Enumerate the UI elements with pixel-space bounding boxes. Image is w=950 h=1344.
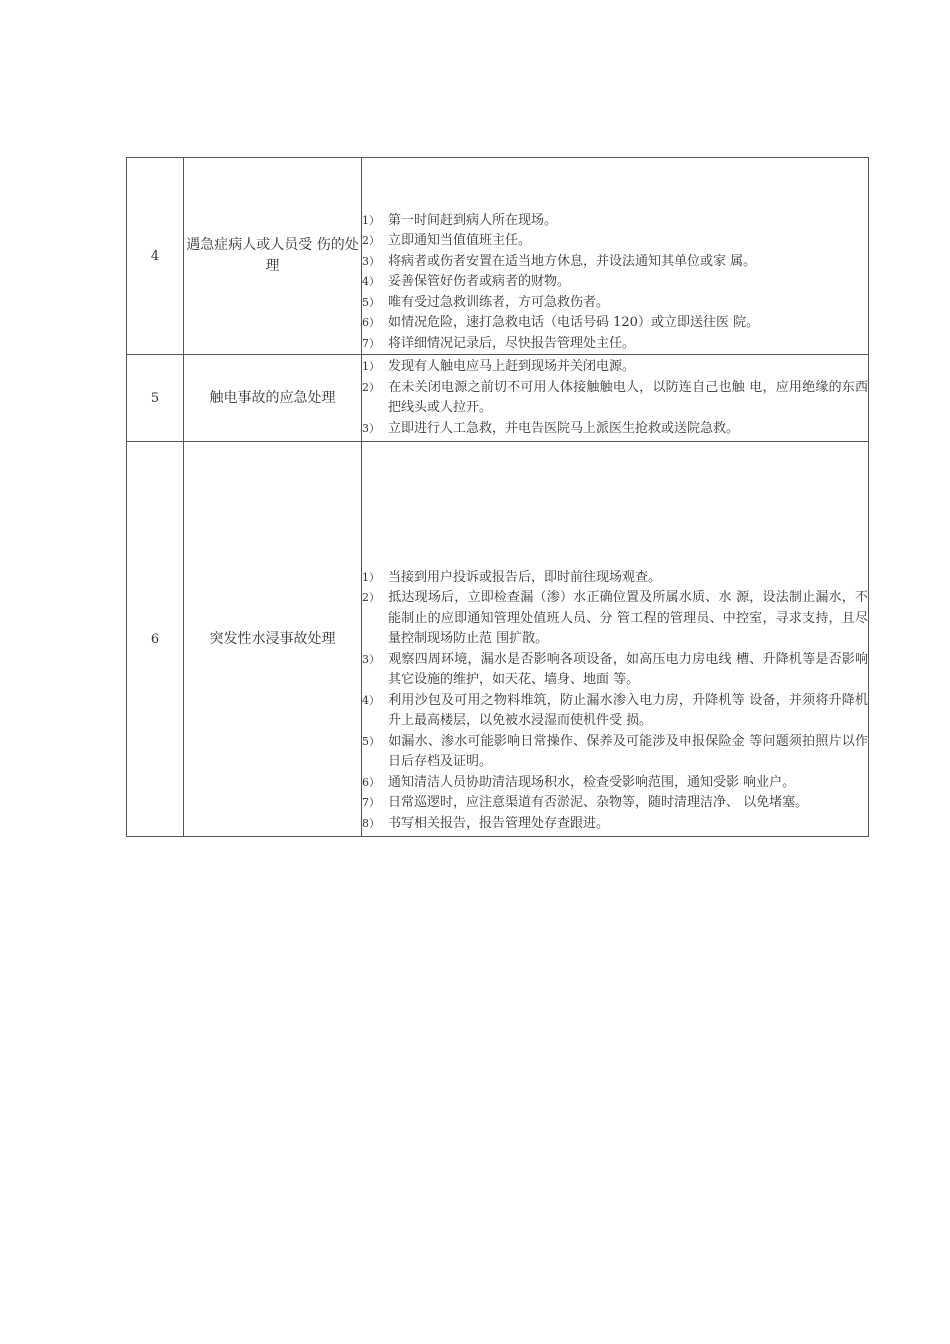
- list-item: [362, 252, 868, 273]
- step-number: 2）: [362, 380, 380, 394]
- step-text: 将病者或伤者安置在适当地方休息，并设法通知其单位或家 属。: [388, 253, 757, 269]
- step-text: 第一时间赶到病人所在现场。: [388, 212, 558, 228]
- step-number: 5）: [362, 734, 380, 748]
- list-item: [362, 357, 868, 378]
- step-number: 1）: [362, 213, 380, 227]
- list-item: [362, 773, 868, 794]
- step-number: 6）: [362, 316, 380, 329]
- row-number: 6: [127, 442, 184, 837]
- step-list: [362, 357, 868, 439]
- list-item: [362, 650, 868, 691]
- step-text: 书写相关报告，报告管理处存查跟进。: [388, 815, 610, 831]
- table-row: [127, 355, 869, 442]
- step-number: 4）: [362, 275, 380, 288]
- list-item: [362, 588, 868, 650]
- step-number: 2）: [362, 234, 380, 247]
- step-text: 将详细情况记录后，尽快报告管理处主任。: [388, 335, 636, 351]
- row-number: 4: [127, 158, 184, 355]
- list-item: [362, 313, 868, 334]
- step-number: 7）: [362, 336, 380, 350]
- step-number: 2）: [362, 591, 380, 604]
- step-text: 在未关闭电源之前切不可用人体接触触电人，以防连自己也触 电，应用绝缘的东西把线头或人拉开。: [388, 379, 868, 415]
- step-text: 如情况危险，速打急救电话（电话号码 120）或立即送往医 院。: [388, 315, 760, 330]
- list-item: [362, 793, 868, 814]
- row-steps: [362, 442, 869, 837]
- row-steps: [362, 158, 869, 355]
- list-item: [362, 378, 868, 419]
- list-item: [362, 732, 868, 773]
- step-text: 唯有受过急救训练者，方可急救伤者。: [388, 294, 610, 310]
- step-number: 3）: [362, 254, 380, 268]
- step-number: 5）: [362, 295, 380, 309]
- list-item: [362, 231, 868, 252]
- step-number: 6）: [362, 775, 380, 789]
- step-number: 8）: [362, 816, 380, 830]
- step-text: 立即进行人工急救，并电告医院马上派医生抢救或送院急救。: [388, 420, 740, 436]
- step-number: 4）: [362, 693, 380, 707]
- list-item: [362, 568, 868, 589]
- row-title: 突发性水浸事故处理: [184, 442, 362, 837]
- step-number: 7）: [362, 796, 380, 809]
- step-text: 发现有人触电应马上赶到现场并关闭电源。: [388, 359, 636, 374]
- row-title: 触电事故的应急处理: [184, 355, 362, 442]
- list-item: [362, 691, 868, 732]
- step-text: 观察四周环境，漏水是否影响各项设备，如高压电力房电线 槽、升降机等是否影响其它设施的维护，如天花、墙身、地面 等。: [388, 651, 868, 687]
- step-list: [362, 568, 868, 835]
- list-item: [362, 272, 868, 293]
- step-number: 1）: [362, 570, 380, 584]
- procedure-table: [126, 157, 869, 837]
- row-title: 遇急症病人或人员受 伤的处理: [184, 158, 362, 355]
- step-text: 如漏水、渗水可能影响日常操作、保养及可能涉及申报保险金 等问题须拍照片以作日后存档及证明。: [388, 733, 868, 769]
- step-number: 3）: [362, 652, 380, 666]
- row-steps: [362, 355, 869, 442]
- list-item: [362, 334, 868, 355]
- step-text: 日常巡逻时，应注意渠道有否淤泥、杂物等，随时清理洁净、 以免堵塞。: [388, 795, 809, 810]
- step-list: [362, 211, 868, 355]
- list-item: [362, 419, 868, 440]
- step-text: 通知清洁人员协助清洁现场积水，检查受影响范围，通知受影 响业户。: [388, 774, 796, 790]
- list-item: [362, 293, 868, 314]
- step-text: 当接到用户投诉或报告后，即时前往现场观查。: [388, 569, 662, 585]
- row-number: 5: [127, 355, 184, 442]
- step-text: 抵达现场后，立即检查漏（渗）水正确位置及所属水质、水 源，设法制止漏水，不能制止的应即通知管理处值班人员、分 管工程的管理员、中控室，寻求支持，且尽量控制现场防止范 围扩散。: [388, 590, 868, 646]
- list-item: [362, 814, 868, 835]
- list-item: [362, 211, 868, 232]
- step-text: 利用沙包及可用之物料堆筑，防止漏水渗入电力房，升降机等 设备，并须将升降机升上最高楼层，以免被水浸湿而使机件受 损。: [388, 692, 868, 728]
- step-number: 3）: [362, 421, 380, 435]
- table-row: [127, 442, 869, 837]
- procedure-table-body: [127, 158, 869, 837]
- step-number: 1）: [362, 360, 380, 373]
- table-row: [127, 158, 869, 355]
- step-text: 立即通知当值值班主任。: [388, 233, 532, 248]
- step-text: 妥善保管好伤者或病者的财物。: [388, 274, 571, 289]
